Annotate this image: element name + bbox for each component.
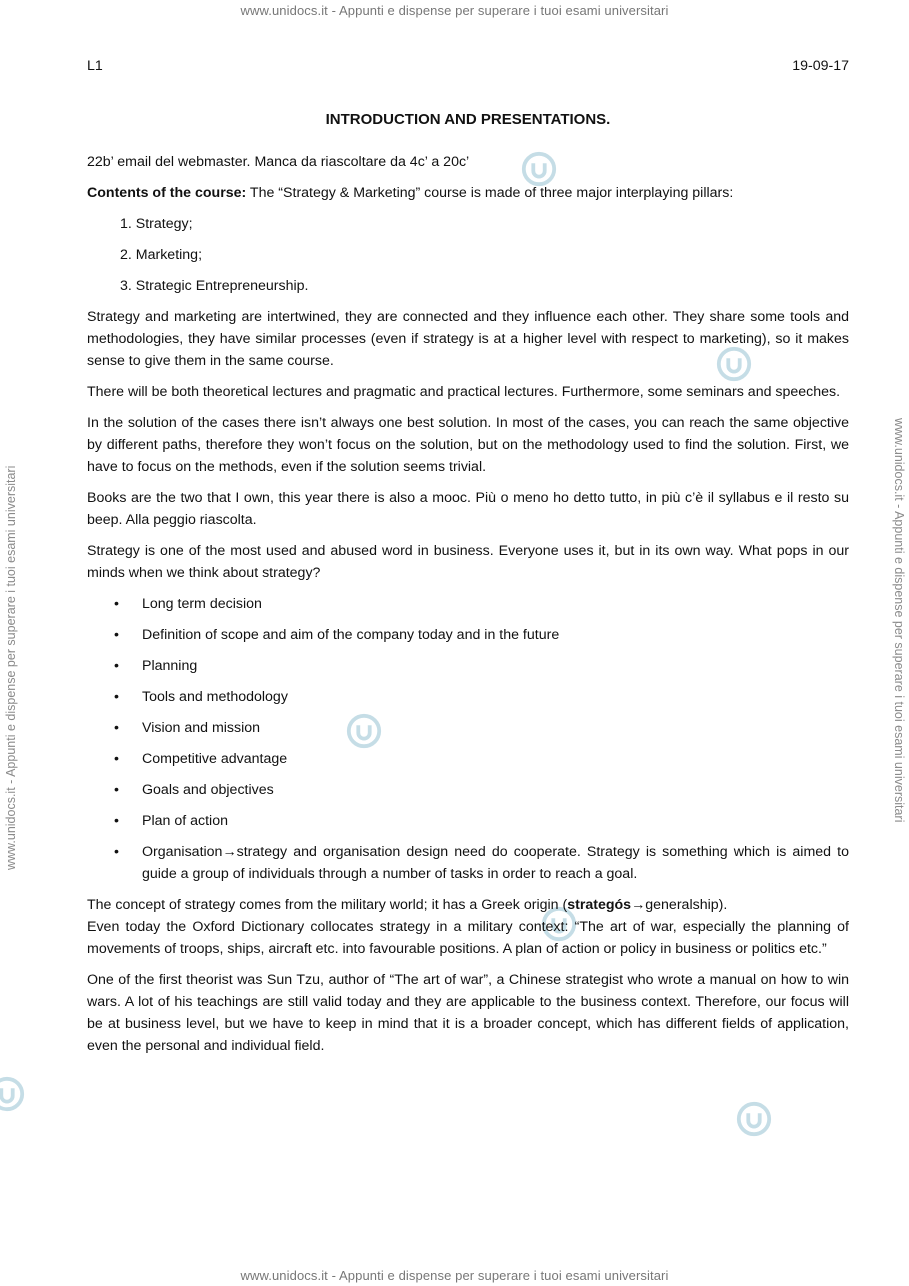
paragraph: Strategy and marketing are intertwined, they are connected and they influence each other. They share some tools and methodologies, they have similar processes (even if strategy is at a higher level with respect to marketing), so it makes sense to give them in the same course. xyxy=(87,309,849,369)
origin-paragraph: The concept of strategy comes from the military world; it has a Greek origin (strategós→generalship). xyxy=(87,897,728,913)
contents-label: Contents of the course: xyxy=(87,185,247,201)
watermark-left: www.unidocs.it - Appunti e dispense per superare i tuoi esami universitari xyxy=(4,465,18,870)
bullet-icon: • xyxy=(114,689,119,705)
bullet-icon: • xyxy=(114,658,119,674)
list-item: • Organisation→strategy and organisation design need do cooperate. Strategy is something which is aimed to guide a group of individuals through a number of tasks in order to reach a goal. xyxy=(87,841,849,885)
paragraph: In the solution of the cases there isn’t always one best solution. In most of the cases, you can reach the same objective by different paths, therefore they won’t focus on the solution, but on the methodology used to find the solution. First, we have to focus on the methods, even if the solution seems trivial. xyxy=(87,415,849,475)
list-item: 1. Strategy; xyxy=(120,216,193,232)
paragraph: Even today the Oxford Dictionary collocates strategy in a military context: “The art of war, especially the planning of movements of troops, ships, aircraft etc. into favourable positions. A plan of action or policy in business or politics etc.” xyxy=(87,919,849,957)
paragraph: One of the first theorist was Sun Tzu, author of “The art of war”, a Chinese strategist who wrote a manual on how to win wars. A lot of his teachings are still valid today and they are applicable to the business context. Therefore, our focus will be at business level, but we have to keep in mind that it is a broader concept, which has different fields of application, even the personal and individual field. xyxy=(87,972,849,1054)
lecture-code: L1 xyxy=(87,58,103,74)
watermark-bottom: www.unidocs.it - Appunti e dispense per superare i tuoi esami universitari xyxy=(240,1268,669,1283)
list-item: • Competitive advantage xyxy=(87,748,849,770)
paragraph: Strategy is one of the most used and abused word in business. Everyone uses it, but in its own way. What pops in our minds when we think about strategy? xyxy=(87,543,849,581)
strategy-bullets xyxy=(87,593,849,885)
bullet-icon: • xyxy=(114,782,119,798)
list-item: • Long term decision xyxy=(87,593,849,615)
watermark-right: www.unidocs.it - Appunti e dispense per superare i tuoi esami universitari xyxy=(892,418,906,823)
page-title: INTRODUCTION AND PRESENTATIONS. xyxy=(325,111,611,128)
list-item: 3. Strategic Entrepreneurship. xyxy=(120,278,309,294)
list-item: • Definition of scope and aim of the company today and in the future xyxy=(87,624,849,646)
note-paragraph: 22b’ email del webmaster. Manca da riascoltare da 4c’ a 20c’ xyxy=(87,154,470,170)
unidocs-logo-icon xyxy=(735,1100,773,1138)
bullet-icon: • xyxy=(114,596,119,612)
watermark-top: www.unidocs.it - Appunti e dispense per superare i tuoi esami universitari xyxy=(240,3,669,18)
list-item: 2. Marketing; xyxy=(120,247,203,263)
contents-paragraph xyxy=(87,182,849,204)
list-item: • Planning xyxy=(87,655,849,677)
bullet-icon: • xyxy=(114,751,119,767)
bullet-icon: • xyxy=(114,627,119,643)
paragraph: Books are the two that I own, this year there is also a mooc. Più o meno ho detto tutto, in più c’è il syllabus e il resto su beep. Alla peggio riascolta. xyxy=(87,490,849,528)
unidocs-logo-icon xyxy=(0,1075,26,1113)
bullet-icon: • xyxy=(114,844,119,860)
bullet-icon: • xyxy=(114,813,119,829)
paragraph: There will be both theoretical lectures and pragmatic and practical lectures. Furthermore, some seminars and speeches. xyxy=(87,384,841,400)
list-item: • Vision and mission xyxy=(87,717,849,739)
pillars-list xyxy=(87,213,849,297)
list-item: • Plan of action xyxy=(87,810,849,832)
bullet-icon: • xyxy=(114,720,119,736)
list-item: • Tools and methodology xyxy=(87,686,849,708)
greek-term: strategós xyxy=(567,897,632,913)
contents-text: The “Strategy & Marketing” course is made of three major interplaying pillars: xyxy=(246,185,734,201)
list-item: • Goals and objectives xyxy=(87,779,849,801)
lecture-date: 19-09-17 xyxy=(792,58,849,74)
document-body xyxy=(87,151,849,1066)
